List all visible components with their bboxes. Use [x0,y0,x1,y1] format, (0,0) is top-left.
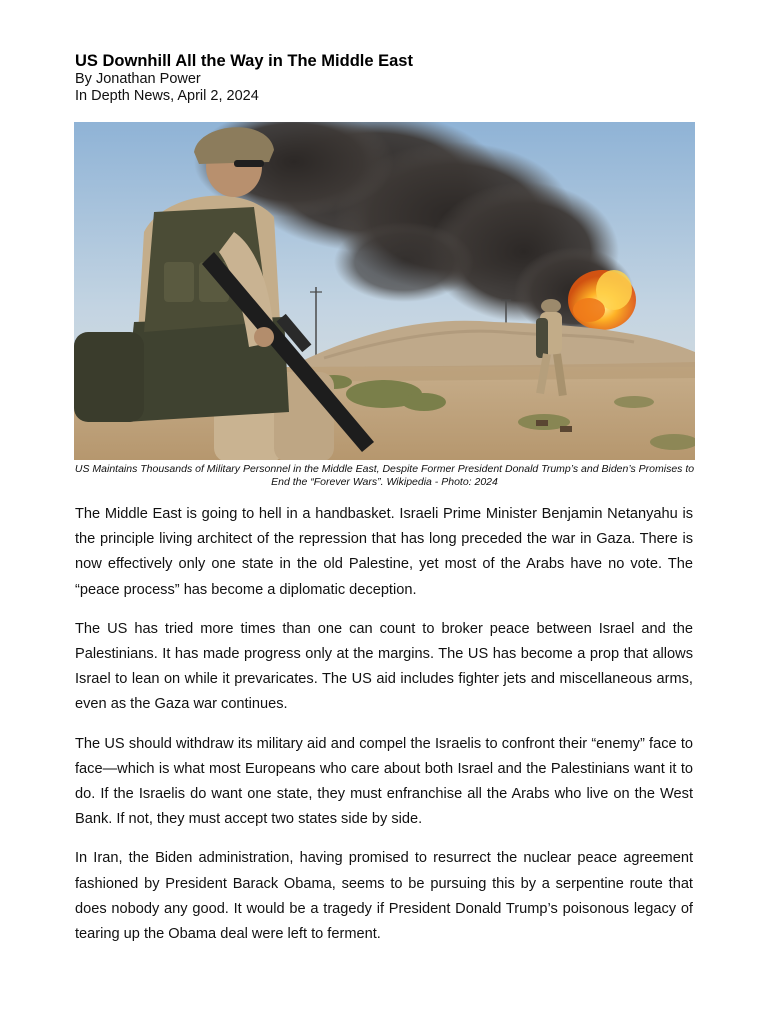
photo-caption: US Maintains Thousands of Military Personnel in the Middle East, Despite Former President Donald Trump’s and Biden’s Promises to End the “Forever Wars”. Wikipedia - Photo: 2024 [74,463,695,488]
oil-fire [568,270,636,330]
article-body [75,502,693,961]
article-paragraph: The US has tried more times than one can count to broker peace between Israel and the Palestinians. It has made progress only at the margins. The US has become a prop that allows Israel to lean on while it prevaricates. The US aid includes fighter jets and miscellaneous arms, even as the Gaza war continues. [75,620,693,713]
article-paragraph: The Middle East is going to hell in a handbasket. Israeli Prime Minister Benjamin Netanyahu is the principle living architect of the repression that has long preceded the war in Gaza. There is now effectively only one state in the old Palestine, yet most of the Arabs have no vote. The “peace process” has become a diplomatic deception. [75,506,693,598]
article-photo [74,122,695,460]
article-paragraph: The US should withdraw its military aid and compel the Israelis to confront their “enemy” face to face—which is what most Europeans who care about both Israel and the Palestinians want it to do. If the Israelis do want one state, they must enfranchise all the Arabs who live on the West Bank. If not, they must accept two states side by side. [75,735,693,828]
article-source-date: In Depth News, April 2, 2024 [75,88,259,104]
article-byline: By Jonathan Power [75,71,201,87]
photo-illustration [74,122,695,460]
article-paragraph: In Iran, the Biden administration, having promised to resurrect the nuclear peace agreement fashioned by President Barack Obama, seems to be pursuing this by a serpentine route that does nobody any good. It would be a tragedy if President Donald Trump’s poisonous legacy of tearing up the Obama deal were left to ferment. [75,850,693,943]
article-headline: US Downhill All the Way in The Middle East [75,52,413,70]
article-header [75,52,695,105]
